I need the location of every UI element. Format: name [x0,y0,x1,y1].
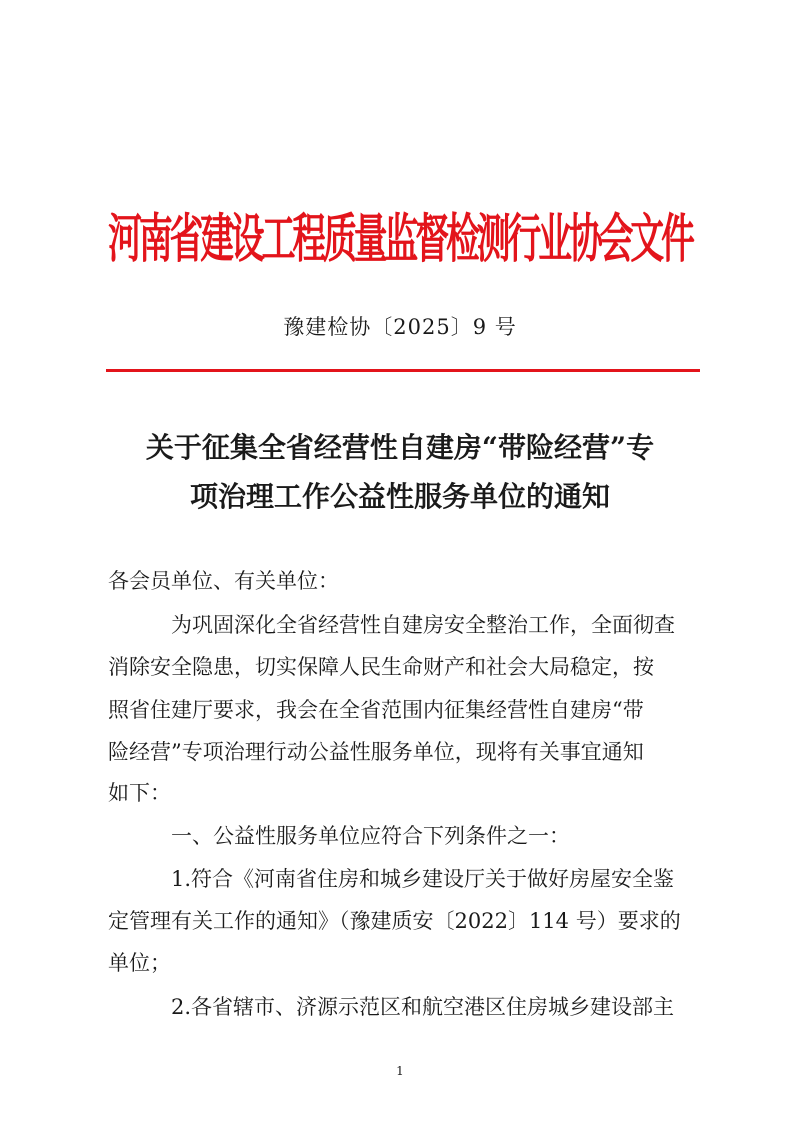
paragraph1-line-4: 险经营”专项治理行动公益性服务单位，现将有关事宜通知 [108,740,644,764]
salutation: 各会员单位、有关单位： [108,569,339,593]
red-divider-line [106,369,700,372]
item2-line-1: 2.各省辖市、济源示范区和航空港区住房城乡建设部主 [171,995,675,1019]
item1-line-3: 单位； [108,951,171,975]
document-number: 豫建检协〔2025〕9 号 [283,315,517,339]
page-number: 1 [396,1064,404,1078]
paragraph1-line-1: 为巩固深化全省经营性自建房安全整治工作，全面彻查 [171,613,675,637]
notice-title-line-1: 关于征集全省经营性自建房“带险经营”专 [145,431,655,464]
item1-line-1: 1.符合《河南省住房和城乡建设厅关于做好房屋安全鉴 [171,867,675,891]
notice-title-line-2: 项治理工作公益性服务单位的通知 [189,480,610,513]
paragraph1-line-2: 消除安全隐患，切实保障人民生命财产和社会大局稳定，按 [108,655,654,679]
paragraph1-line-3: 照省住建厅要求，我会在全省范围内征集经营性自建房“带 [108,698,644,722]
item1-line-2: 定管理有关工作的通知》（豫建质安〔2022〕114 号）要求的 [108,909,681,933]
issuer-masthead: 河南省建设工程质量监督检测行业协会文件 [108,207,692,269]
paragraph1-line-5: 如下： [108,781,171,805]
section1-heading: 一、公益性服务单位应符合下列条件之一： [171,824,570,848]
